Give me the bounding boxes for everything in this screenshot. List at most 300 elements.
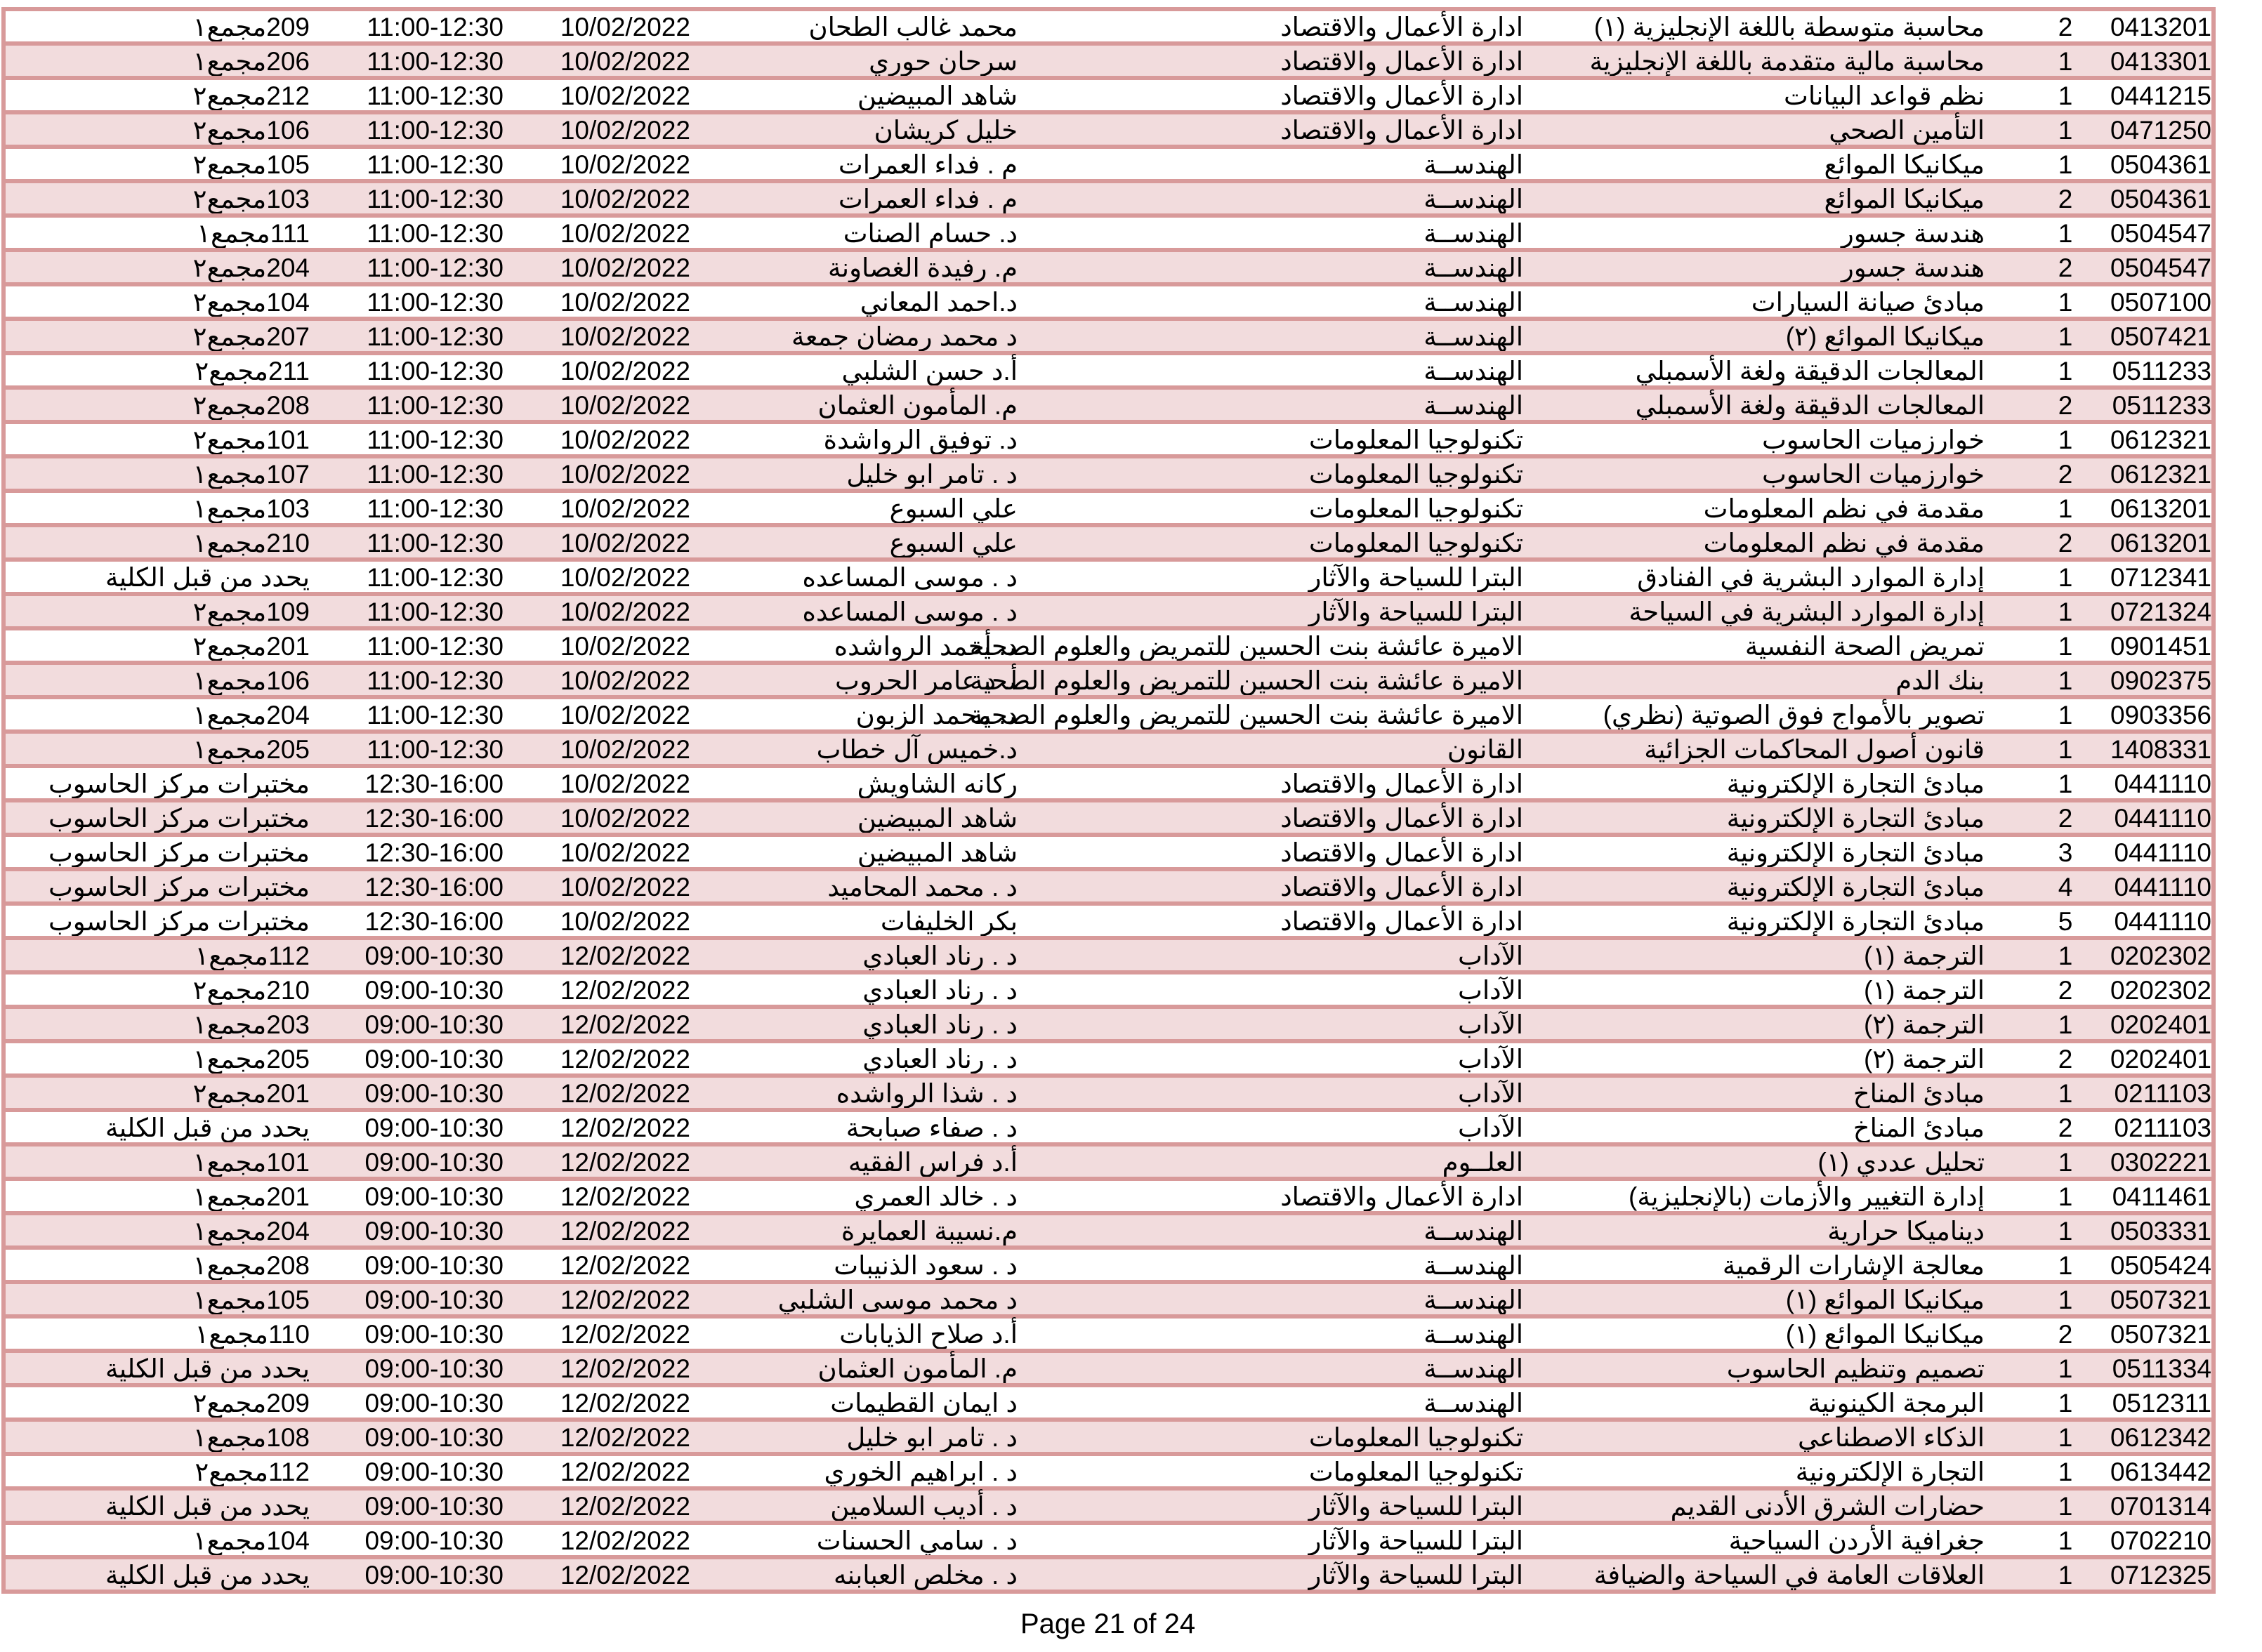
- room-cell: يحدد من قبل الكلية: [105, 1561, 310, 1590]
- instructor-cell: د.خميس آل خطاب: [816, 735, 1018, 764]
- table-row: [1, 901, 2216, 936]
- college-cell: الهندســة: [1423, 219, 1523, 248]
- exam-time-cell: 09:00-10:30: [364, 1251, 504, 1280]
- exam-date-cell: 10/02/2022: [560, 322, 690, 351]
- course-name-cell: مبادئ التجارة الإلكترونية: [1726, 907, 1985, 936]
- exam-date-cell: 12/02/2022: [560, 1079, 690, 1108]
- course-code-cell: 0612321: [2110, 460, 2211, 489]
- section-cell: 1: [2058, 47, 2073, 76]
- exam-time-cell: 11:00-12:30: [367, 563, 504, 592]
- college-cell: ادارة الأعمال والاقتصاد: [1280, 769, 1523, 798]
- college-cell: الآداب: [1458, 1079, 1523, 1108]
- exam-date-cell: 12/02/2022: [560, 941, 690, 970]
- exam-schedule-table: [1, 7, 2216, 1594]
- course-name-cell: ميكانيكا الموائع (١): [1785, 1286, 1985, 1314]
- course-name-cell: مبادئ المناخ: [1853, 1114, 1985, 1142]
- section-cell: 1: [2058, 425, 2073, 454]
- instructor-cell: شاهد المبيضين: [857, 838, 1018, 867]
- exam-date-cell: 12/02/2022: [560, 1010, 690, 1039]
- room-cell: 209مجمع٢: [192, 1389, 310, 1418]
- exam-date-cell: 12/02/2022: [560, 1045, 690, 1073]
- college-cell: القانون: [1447, 735, 1523, 764]
- college-cell: البترا للسياحة والآثار: [1308, 1561, 1523, 1590]
- instructor-cell: علي السبوع: [889, 529, 1018, 557]
- course-name-cell: الترجمة (٢): [1863, 1010, 1985, 1039]
- college-cell: الاميرة عائشة بنت الحسين للتمريض والعلوم الصحية: [969, 701, 1523, 729]
- exam-date-cell: 10/02/2022: [560, 494, 690, 523]
- exam-date-cell: 12/02/2022: [560, 1561, 690, 1590]
- section-cell: 2: [2058, 391, 2073, 420]
- course-name-cell: تحليل عددي (١): [1817, 1148, 1985, 1177]
- section-cell: 1: [2058, 1148, 2073, 1177]
- course-code-cell: 0411461: [2112, 1182, 2211, 1211]
- instructor-cell: أ.د فراس الفقيه: [848, 1148, 1018, 1177]
- course-name-cell: إدارة الموارد البشرية في الفنادق: [1637, 563, 1985, 592]
- course-code-cell: 0202302: [2110, 976, 2211, 1005]
- section-cell: 1: [2058, 322, 2073, 351]
- room-cell: 204مجمع١: [192, 1217, 310, 1245]
- exam-date-cell: 12/02/2022: [560, 1286, 690, 1314]
- room-cell: 108مجمع١: [192, 1423, 310, 1452]
- instructor-cell: أ. د عامر الحروب: [834, 666, 1018, 695]
- section-cell: 2: [2058, 460, 2073, 489]
- table-row: [1, 1211, 2216, 1245]
- instructor-cell: د . مخلص العبابنه: [833, 1561, 1018, 1590]
- exam-date-cell: 12/02/2022: [560, 1251, 690, 1280]
- section-cell: 5: [2058, 907, 2073, 936]
- instructor-cell: د . خالد العمري: [854, 1182, 1018, 1211]
- exam-date-cell: 10/02/2022: [560, 666, 690, 695]
- section-cell: 2: [2058, 976, 2073, 1005]
- section-cell: 2: [2058, 529, 2073, 557]
- instructor-cell: د . شذا الرواشده: [836, 1079, 1018, 1108]
- table-row: [1, 1280, 2216, 1314]
- table-row: [1, 661, 2216, 695]
- table-row: [1, 1349, 2216, 1383]
- college-cell: البترا للسياحة والآثار: [1308, 1492, 1523, 1521]
- instructor-cell: د . رناد العبادي: [862, 1010, 1018, 1039]
- section-cell: 3: [2058, 838, 2073, 867]
- room-cell: 205مجمع١: [192, 735, 310, 764]
- instructor-cell: د.احمد المعاني: [860, 288, 1018, 317]
- section-cell: 2: [2058, 804, 2073, 833]
- course-name-cell: إدارة الموارد البشرية في السياحة: [1629, 597, 1985, 626]
- exam-time-cell: 09:00-10:30: [364, 1114, 504, 1142]
- room-cell: 109مجمع٢: [192, 597, 310, 626]
- exam-date-cell: 12/02/2022: [560, 1114, 690, 1142]
- instructor-cell: أ.د حسن الشلبي: [841, 357, 1018, 385]
- room-cell: 112مجمع١: [195, 941, 310, 970]
- course-code-cell: 0211103: [2114, 1079, 2211, 1108]
- exam-date-cell: 12/02/2022: [560, 1182, 690, 1211]
- table-row: [1, 489, 2216, 523]
- college-cell: تكنولوجيا المعلومات: [1308, 1458, 1523, 1486]
- table-row: [1, 1383, 2216, 1418]
- course-code-cell: 0441215: [2110, 81, 2211, 110]
- table-row: [1, 213, 2216, 248]
- instructor-cell: د . تامر ابو خليل: [846, 460, 1018, 489]
- exam-date-cell: 12/02/2022: [560, 1389, 690, 1418]
- exam-date-cell: 10/02/2022: [560, 288, 690, 317]
- exam-date-cell: 10/02/2022: [560, 219, 690, 248]
- course-name-cell: ميكانيكا الموائع (٢): [1785, 322, 1985, 351]
- room-cell: مختبرات مركز الحاسوب: [48, 873, 310, 901]
- course-name-cell: معالجة الإشارات الرقمية: [1722, 1251, 1985, 1280]
- section-cell: 1: [2058, 81, 2073, 110]
- exam-date-cell: 10/02/2022: [560, 563, 690, 592]
- room-cell: 106مجمع١: [192, 666, 310, 695]
- room-cell: يحدد من قبل الكلية: [105, 1114, 310, 1142]
- college-cell: الهندســة: [1423, 1217, 1523, 1245]
- instructor-cell: د. حسام الصنات: [843, 219, 1018, 248]
- course-code-cell: 0504547: [2110, 253, 2211, 282]
- room-cell: 104مجمع٢: [192, 288, 310, 317]
- section-cell: 1: [2058, 1561, 2073, 1590]
- college-cell: الآداب: [1458, 1010, 1523, 1039]
- exam-time-cell: 11:00-12:30: [367, 81, 504, 110]
- college-cell: الهندســة: [1423, 1286, 1523, 1314]
- room-cell: 208مجمع١: [192, 1251, 310, 1280]
- course-name-cell: مبادئ التجارة الإلكترونية: [1726, 838, 1985, 867]
- college-cell: ادارة الأعمال والاقتصاد: [1280, 907, 1523, 936]
- college-cell: الاميرة عائشة بنت الحسين للتمريض والعلوم الصحية: [969, 666, 1523, 695]
- instructor-cell: سرحان حوري: [869, 47, 1018, 76]
- instructor-cell: د . تامر ابو خليل: [846, 1423, 1018, 1452]
- course-name-cell: جغرافية الأردن السياحية: [1728, 1526, 1985, 1555]
- room-cell: يحدد من قبل الكلية: [105, 1492, 310, 1521]
- instructor-cell: م.نسيبة العمايرة: [841, 1217, 1018, 1245]
- course-name-cell: مبادئ المناخ: [1853, 1079, 1985, 1108]
- course-code-cell: 0613201: [2110, 529, 2211, 557]
- section-cell: 1: [2058, 1423, 2073, 1452]
- section-cell: 1: [2058, 357, 2073, 385]
- course-code-cell: 0613442: [2110, 1458, 2211, 1486]
- table-row: [1, 798, 2216, 833]
- exam-time-cell: 11:00-12:30: [367, 219, 504, 248]
- course-code-cell: 0471250: [2110, 116, 2211, 145]
- college-cell: ادارة الأعمال والاقتصاد: [1280, 1182, 1523, 1211]
- exam-time-cell: 09:00-10:30: [364, 1561, 504, 1590]
- section-cell: 4: [2058, 873, 2073, 901]
- room-cell: مختبرات مركز الحاسوب: [48, 769, 310, 798]
- room-cell: 208مجمع٢: [192, 391, 310, 420]
- course-name-cell: نظم قواعد البيانات: [1784, 81, 1985, 110]
- exam-time-cell: 11:00-12:30: [367, 597, 504, 626]
- section-cell: 1: [2058, 735, 2073, 764]
- exam-time-cell: 11:00-12:30: [367, 322, 504, 351]
- college-cell: الهندســة: [1423, 1389, 1523, 1418]
- exam-date-cell: 10/02/2022: [560, 150, 690, 179]
- exam-date-cell: 10/02/2022: [560, 357, 690, 385]
- course-code-cell: 0441110: [2114, 804, 2211, 833]
- exam-date-cell: 10/02/2022: [560, 13, 690, 41]
- room-cell: مختبرات مركز الحاسوب: [48, 838, 310, 867]
- exam-time-cell: 09:00-10:30: [364, 1217, 504, 1245]
- table-row: [1, 1142, 2216, 1177]
- instructor-cell: م. رفيدة الغصاونة: [827, 253, 1018, 282]
- exam-date-cell: 12/02/2022: [560, 1320, 690, 1349]
- instructor-cell: د . موسى المساعده: [802, 563, 1018, 592]
- room-cell: يحدد من قبل الكلية: [105, 1354, 310, 1383]
- instructor-cell: شاهد المبيضين: [857, 804, 1018, 833]
- table-row: [1, 970, 2216, 1005]
- exam-date-cell: 10/02/2022: [560, 769, 690, 798]
- exam-date-cell: 10/02/2022: [560, 47, 690, 76]
- course-name-cell: تصوير بالأمواج فوق الصوتية (نظري): [1603, 701, 1985, 729]
- section-cell: 1: [2058, 941, 2073, 970]
- college-cell: الهندســة: [1423, 253, 1523, 282]
- exam-time-cell: 09:00-10:30: [364, 976, 504, 1005]
- section-cell: 2: [2058, 13, 2073, 41]
- exam-time-cell: 09:00-10:30: [364, 1286, 504, 1314]
- room-cell: 105مجمع٢: [192, 150, 310, 179]
- table-row: [1, 420, 2216, 454]
- course-code-cell: 0441110: [2114, 769, 2211, 798]
- section-cell: 1: [2058, 1526, 2073, 1555]
- table-row: [1, 454, 2216, 489]
- table-row: [1, 1486, 2216, 1521]
- course-code-cell: 0507100: [2110, 288, 2211, 317]
- room-cell: يحدد من قبل الكلية: [105, 563, 310, 592]
- table-row: [1, 1073, 2216, 1108]
- exam-time-cell: 09:00-10:30: [364, 1320, 504, 1349]
- exam-time-cell: 09:00-10:30: [364, 1458, 504, 1486]
- room-cell: 205مجمع١: [192, 1045, 310, 1073]
- exam-time-cell: 12:30-16:00: [364, 838, 504, 867]
- instructor-cell: د . رناد العبادي: [862, 941, 1018, 970]
- section-cell: 1: [2058, 1217, 2073, 1245]
- room-cell: 104مجمع١: [192, 1526, 310, 1555]
- section-cell: 2: [2058, 1045, 2073, 1073]
- college-cell: ادارة الأعمال والاقتصاد: [1280, 47, 1523, 76]
- section-cell: 2: [2058, 253, 2073, 282]
- exam-date-cell: 10/02/2022: [560, 838, 690, 867]
- course-name-cell: البرمجة الكينونية: [1808, 1389, 1985, 1418]
- instructor-cell: د . ابراهيم الخوري: [824, 1458, 1018, 1486]
- exam-date-cell: 10/02/2022: [560, 81, 690, 110]
- course-name-cell: تمريض الصحة النفسية: [1744, 632, 1985, 661]
- section-cell: 1: [2058, 1182, 2073, 1211]
- table-row: [1, 1005, 2216, 1039]
- course-code-cell: 0504361: [2110, 150, 2211, 179]
- exam-time-cell: 11:00-12:30: [367, 150, 504, 179]
- exam-time-cell: 09:00-10:30: [364, 1079, 504, 1108]
- room-cell: 101مجمع٢: [192, 425, 310, 454]
- course-code-cell: 0302221: [2110, 1148, 2211, 1177]
- course-code-cell: 0721324: [2110, 597, 2211, 626]
- course-name-cell: مبادئ التجارة الإلكترونية: [1726, 769, 1985, 798]
- instructor-cell: د . رناد العبادي: [862, 1045, 1018, 1073]
- course-code-cell: 0441110: [2114, 907, 2211, 936]
- table-row: [1, 248, 2216, 282]
- course-code-cell: 0512311: [2112, 1389, 2211, 1418]
- course-name-cell: مبادئ التجارة الإلكترونية: [1726, 804, 1985, 833]
- exam-time-cell: 11:00-12:30: [367, 632, 504, 661]
- exam-time-cell: 11:00-12:30: [367, 666, 504, 695]
- course-name-cell: حضارات الشرق الأدنى القديم: [1670, 1492, 1985, 1521]
- course-name-cell: محاسبة مالية متقدمة باللغة الإنجليزية: [1589, 47, 1985, 76]
- exam-date-cell: 12/02/2022: [560, 1354, 690, 1383]
- course-code-cell: 0211103: [2114, 1114, 2211, 1142]
- instructor-cell: د محمد رمضان جمعة: [791, 322, 1018, 351]
- course-code-cell: 0511233: [2112, 357, 2211, 385]
- section-cell: 1: [2058, 701, 2073, 729]
- exam-date-cell: 12/02/2022: [560, 976, 690, 1005]
- section-cell: 1: [2058, 597, 2073, 626]
- course-code-cell: 0902375: [2110, 666, 2211, 695]
- room-cell: 201مجمع١: [192, 1182, 310, 1211]
- section-cell: 1: [2058, 632, 2073, 661]
- course-code-cell: 0507321: [2110, 1286, 2211, 1314]
- room-cell: 106مجمع٢: [192, 116, 310, 145]
- table-row: [1, 317, 2216, 351]
- course-name-cell: محاسبة متوسطة باللغة الإنجليزية (١): [1593, 13, 1985, 41]
- exam-time-cell: 11:00-12:30: [367, 288, 504, 317]
- course-code-cell: 0504547: [2110, 219, 2211, 248]
- table-row: [1, 867, 2216, 901]
- room-cell: مختبرات مركز الحاسوب: [48, 804, 310, 833]
- exam-date-cell: 10/02/2022: [560, 425, 690, 454]
- course-code-cell: 0511334: [2112, 1354, 2211, 1383]
- course-name-cell: ميكانيكا الموائع: [1824, 150, 1985, 179]
- room-cell: 103مجمع٢: [192, 185, 310, 213]
- college-cell: البترا للسياحة والآثار: [1308, 597, 1523, 626]
- exam-date-cell: 10/02/2022: [560, 873, 690, 901]
- course-name-cell: التأمين الصحي: [1829, 116, 1985, 145]
- table-row: [1, 626, 2216, 661]
- course-code-cell: 0613201: [2110, 494, 2211, 523]
- exam-time-cell: 09:00-10:30: [364, 941, 504, 970]
- table-row: [1, 695, 2216, 729]
- college-cell: العلــوم: [1442, 1148, 1523, 1177]
- instructor-cell: ركانه الشاويش: [857, 769, 1018, 798]
- table-row: [1, 351, 2216, 385]
- instructor-cell: د . رناد العبادي: [862, 976, 1018, 1005]
- course-name-cell: مبادئ التجارة الإلكترونية: [1726, 873, 1985, 901]
- course-code-cell: 0507321: [2110, 1320, 2211, 1349]
- exam-time-cell: 09:00-10:30: [364, 1389, 504, 1418]
- college-cell: ادارة الأعمال والاقتصاد: [1280, 116, 1523, 145]
- instructor-cell: محمد غالب الطحان: [808, 13, 1018, 41]
- section-cell: 1: [2058, 1389, 2073, 1418]
- table-row: [1, 523, 2216, 557]
- exam-time-cell: 09:00-10:30: [364, 1423, 504, 1452]
- course-code-cell: 0903356: [2110, 701, 2211, 729]
- college-cell: الهندســة: [1423, 1354, 1523, 1383]
- course-code-cell: 0413201: [2110, 13, 2211, 41]
- room-cell: 209مجمع١: [192, 13, 310, 41]
- course-code-cell: 0504361: [2110, 185, 2211, 213]
- table-row: [1, 1245, 2216, 1280]
- course-code-cell: 0441110: [2114, 873, 2211, 901]
- course-code-cell: 1408331: [2110, 735, 2211, 764]
- instructor-cell: خليل كريشان: [874, 116, 1018, 145]
- exam-date-cell: 10/02/2022: [560, 253, 690, 282]
- course-name-cell: ميكانيكا الموائع (١): [1785, 1320, 1985, 1349]
- table-row: [1, 385, 2216, 420]
- section-cell: 2: [2058, 185, 2073, 213]
- table-row: [1, 1521, 2216, 1555]
- exam-time-cell: 09:00-10:30: [364, 1354, 504, 1383]
- instructor-cell: م. المأمون العثمان: [817, 1354, 1018, 1383]
- section-cell: 1: [2058, 494, 2073, 523]
- college-cell: الهندســة: [1423, 185, 1523, 213]
- exam-time-cell: 11:00-12:30: [367, 47, 504, 76]
- instructor-cell: د . موسى المساعده: [802, 597, 1018, 626]
- college-cell: تكنولوجيا المعلومات: [1308, 425, 1523, 454]
- course-name-cell: هندسة جسور: [1841, 253, 1985, 282]
- exam-date-cell: 12/02/2022: [560, 1492, 690, 1521]
- section-cell: 1: [2058, 1251, 2073, 1280]
- instructor-cell: م. المأمون العثمان: [817, 391, 1018, 420]
- room-cell: 203مجمع١: [192, 1010, 310, 1039]
- room-cell: 111مجمع١: [197, 219, 310, 248]
- room-cell: 110مجمع١: [195, 1320, 310, 1349]
- exam-date-cell: 12/02/2022: [560, 1423, 690, 1452]
- table-row: [1, 179, 2216, 213]
- college-cell: تكنولوجيا المعلومات: [1308, 460, 1523, 489]
- section-cell: 1: [2058, 116, 2073, 145]
- table-row: [1, 557, 2216, 592]
- room-cell: 107مجمع١: [192, 460, 310, 489]
- college-cell: البترا للسياحة والآثار: [1308, 563, 1523, 592]
- instructor-cell: علي السبوع: [889, 494, 1018, 523]
- exam-date-cell: 10/02/2022: [560, 529, 690, 557]
- college-cell: الآداب: [1458, 1114, 1523, 1142]
- table-row: [1, 1418, 2216, 1452]
- exam-time-cell: 11:00-12:30: [367, 253, 504, 282]
- room-cell: 212مجمع٢: [192, 81, 310, 110]
- course-code-cell: 0503331: [2110, 1217, 2211, 1245]
- exam-date-cell: 10/02/2022: [560, 701, 690, 729]
- instructor-cell: بكر الخليفات: [880, 907, 1018, 936]
- college-cell: ادارة الأعمال والاقتصاد: [1280, 873, 1523, 901]
- college-cell: ادارة الأعمال والاقتصاد: [1280, 81, 1523, 110]
- course-code-cell: 0712341: [2110, 563, 2211, 592]
- course-name-cell: المعالجات الدقيقة ولغة الأسمبلي: [1635, 391, 1985, 420]
- college-cell: الهندســة: [1423, 288, 1523, 317]
- college-cell: البترا للسياحة والآثار: [1308, 1526, 1523, 1555]
- exam-time-cell: 09:00-10:30: [364, 1148, 504, 1177]
- section-cell: 1: [2058, 288, 2073, 317]
- instructor-cell: م . فداء العمرات: [838, 185, 1018, 213]
- section-cell: 1: [2058, 1458, 2073, 1486]
- exam-date-cell: 12/02/2022: [560, 1217, 690, 1245]
- instructor-cell: د . محمد المحاميد: [827, 873, 1018, 901]
- course-code-cell: 0612321: [2110, 425, 2211, 454]
- college-cell: الهندســة: [1423, 150, 1523, 179]
- course-name-cell: تصميم وتنظيم الحاسوب: [1726, 1354, 1985, 1383]
- exam-time-cell: 09:00-10:30: [364, 1492, 504, 1521]
- section-cell: 1: [2058, 1492, 2073, 1521]
- section-cell: 1: [2058, 1079, 2073, 1108]
- exam-date-cell: 10/02/2022: [560, 735, 690, 764]
- college-cell: الآداب: [1458, 941, 1523, 970]
- page-number-label: Page 21 of 24: [1020, 1608, 1196, 1639]
- instructor-cell: د ايمان القطيمات: [830, 1389, 1018, 1418]
- table-row: [1, 833, 2216, 867]
- course-name-cell: العلاقات العامة في السياحة والضيافة: [1593, 1561, 1985, 1590]
- college-cell: الهندســة: [1423, 1251, 1523, 1280]
- course-code-cell: 0612342: [2110, 1423, 2211, 1452]
- room-cell: 112مجمع٢: [195, 1458, 310, 1486]
- course-name-cell: خوارزميات الحاسوب: [1761, 425, 1985, 454]
- exam-date-cell: 10/02/2022: [560, 460, 690, 489]
- table-row: [1, 1314, 2216, 1349]
- exam-time-cell: 11:00-12:30: [367, 494, 504, 523]
- course-name-cell: الترجمة (١): [1863, 976, 1985, 1005]
- instructor-cell: شاهد المبيضين: [857, 81, 1018, 110]
